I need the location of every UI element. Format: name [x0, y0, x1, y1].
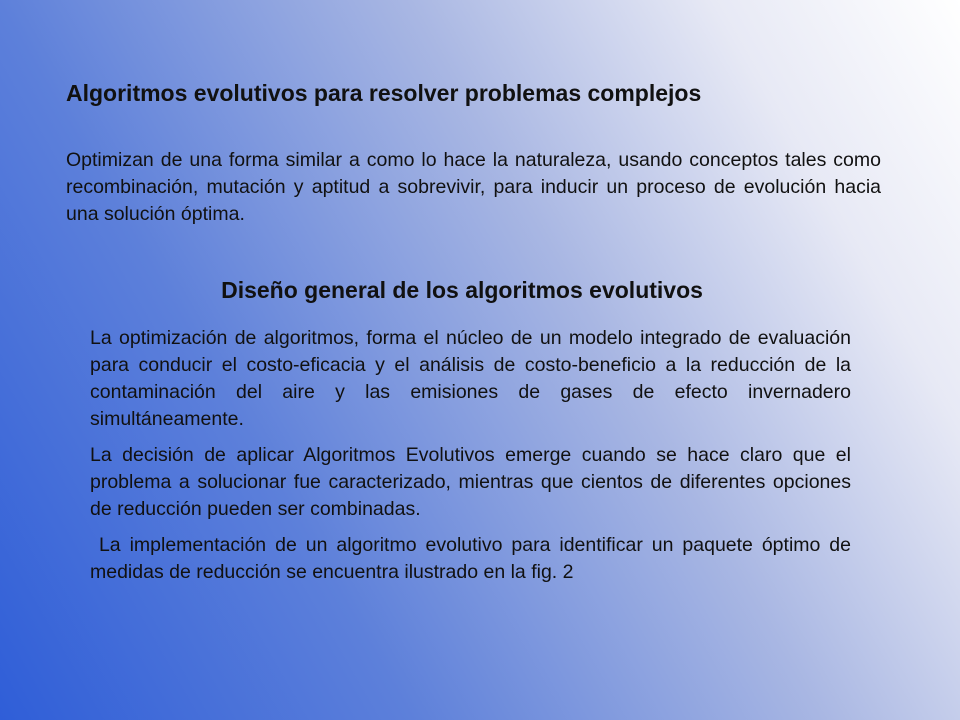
section-body — [90, 325, 857, 595]
body-paragraph: La implementación de un algoritmo evolutivo para identificar un paquete óptimo de medidas de reducción se encuentra ilustrado en la fig. 2 — [90, 534, 857, 583]
body-paragraph: La optimización de algoritmos, forma el núcleo de un modelo integrado de evaluación para conducir el costo-eficacia y el análisis de costo-beneficio a la reducción de la contaminación del aire y las emisiones de gases de efecto invernadero simultáneamente. — [90, 327, 851, 430]
body-paragraph: La decisión de aplicar Algoritmos Evolutivos emerge cuando se hace claro que el problema a solucionar fue caracterizado, mientras que cientos de diferentes opciones de reducción pueden ser combinadas. — [90, 444, 851, 520]
section-subtitle: Diseño general de los algoritmos evolutivos — [221, 277, 703, 303]
intro-paragraph: Optimizan de una forma similar a como lo hace la naturaleza, usando conceptos tales como recombinación, mutación y aptitud a sobrevivir, para inducir un proceso de evolución hacia una solución óptima. — [66, 149, 881, 225]
slide-title: Algoritmos evolutivos para resolver problemas complejos — [66, 80, 702, 106]
